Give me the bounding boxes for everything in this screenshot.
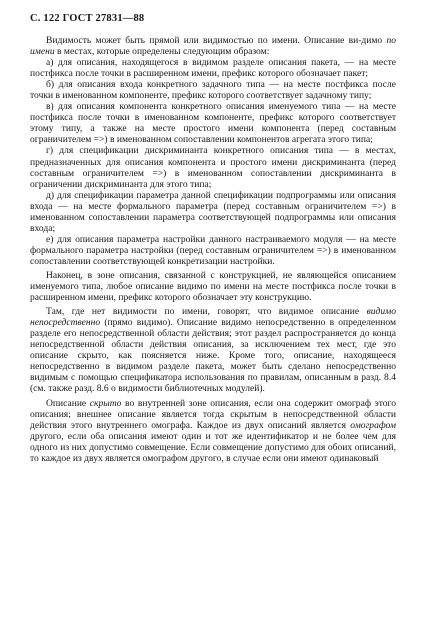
paragraph: Там, где нет видимости по имени, говорят, что видимое описание видимо непосредственно (прямо видимо). Описание видимо непосредственно в определенном разделе его непосредственной области действия; этот раздел распространяется до конца непосредственной области действия описания, за исключением тех мест, где это описание скрыто, как поясняется ниже. Кроме того, описание, находящееся непосредственно в видимом разделе пакета, может быть сделано непосредственно видимым с помощью спецификатора использования по правилам, описанным в разд. 8.4 (см. также разд. 8.6 о видимости библиотечных модулей).: [30, 306, 396, 395]
list-item: а) для описания, находящегося в видимом разделе описания пакета, — на месте постфикса после точки в расширенном имени, префикс которого обозначает пакет;: [30, 57, 396, 80]
list-item: д) для спецификации параметра данной спецификации подпрограммы или описания входа — на месте формального параметра (перед составным ограничителем =>) в именованном сопоставлении параметра соответствующей подпрограммы или описания входа;: [30, 189, 396, 234]
list-item: г) для спецификации дискриминанта конкретного описания типа — в местах, предназначенных для описания компонента и простого имени дискриминанта (перед составным ограничителем =>) в именованном сопоставлении дискриминанта в ограничении дискриминанта для этого типа;: [30, 145, 396, 190]
page-body: [30, 35, 396, 464]
page-header: С. 122 ГОСТ 27831—88: [30, 13, 145, 24]
paragraph: Наконец, в зоне описания, связанной с конструкцией, не являющейся описанием именуемого типа, любое описание видимо по имени на месте постфикса после точки в расширенном имени, префикс которого обозначает эту конструкцию.: [30, 269, 396, 304]
list-item: е) для описания параметра настройки данного настраиваемого модуля — на месте формального параметра настройки (перед составным ограничителем =>) в именованном сопоставлении соответствующей конкретизации настройки.: [30, 233, 396, 267]
list-item: б) для описания входа конкретного задачного типа — на месте постфикса после точки в именованном компоненте, префикс которого соответствует задачному типу;: [30, 79, 396, 102]
list-item: в) для описания компонента конкретного описания именуемого типа — на месте постфикса после точки в именованном компоненте, префикс которого соответствует этому типу, а также на месте простого имени компонента (перед составным ограничителем =>) в именованном сопоставлении компонентов агрегата этого типа;: [30, 101, 396, 146]
paragraph: Видимость может быть прямой или видимостью по имени. Описание ви-димо по имени в местах, которые определены следующим образом:: [30, 35, 396, 58]
paragraph: Описание скрыто во внутренней зоне описания, если она содержит омограф этого описания; внешнее описание является тогда скрытым в непосредственной области действия этого внутреннего омографа. Каждое из двух описаний является омографом другого, если оба описания имеют один и тот же идентификатор и не более чем для одного из них допустимо совмещение. Если совмещение допустимо для обоих описаний, то каждое из двух является омографом другого, в случае если они имеют одинаковый: [30, 397, 396, 464]
